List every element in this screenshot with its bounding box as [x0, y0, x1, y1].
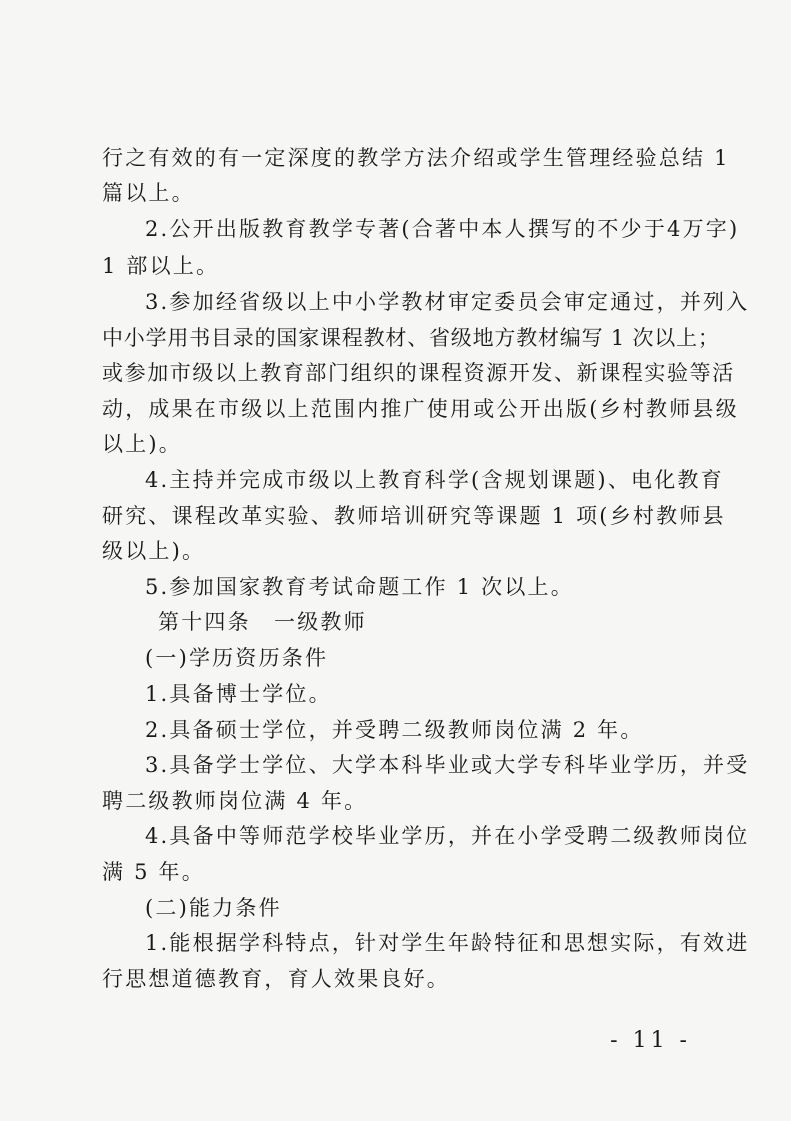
body-line-5: 3.参加经省级以上中小学教材审定委员会审定通过，并列入: [145, 290, 750, 314]
body-line-11: 研究、课程改革实验、教师培训研究等课题 1 项(乡村教师县: [102, 504, 726, 528]
body-line-7: 或参加市级以上教育部门组织的课程资源开发、新课程实验等活: [102, 361, 735, 385]
body-line-18: 3.具备学士学位、大学本科毕业或大学专科毕业学历，并受: [145, 753, 750, 777]
article-heading: 第十四条 一级教师: [158, 610, 367, 634]
body-line-20: 4.具备中等师范学校毕业学历，并在小学受聘二级教师岗位: [145, 824, 750, 848]
body-line-6: 中小学用书目录的国家课程教材、省级地方教材编写 1 次以上；: [102, 326, 720, 350]
section-heading-2: (二)能力条件: [145, 896, 282, 920]
body-line-13: 5.参加国家教育考试命题工作 1 次以上。: [145, 575, 574, 599]
body-line-24: 行思想道德教育，育人效果良好。: [102, 967, 450, 991]
body-line-10: 4.主持并完成市级以上教育科学(含规划课题)、电化教育: [145, 468, 724, 492]
body-line-16: 1.具备博士学位。: [145, 682, 332, 706]
body-line-3: 2.公开出版教育教学专著(合著中本人撰写的不少于4万字): [145, 217, 740, 241]
body-line-19: 聘二级教师岗位满 4 年。: [102, 789, 368, 813]
page-number: - 11 -: [610, 1028, 691, 1053]
body-line-21: 满 5 年。: [102, 860, 205, 884]
body-line-9: 以上)。: [102, 432, 182, 456]
body-line-23: 1.能根据学科特点，针对学生年龄特征和思想实际，有效进: [145, 931, 750, 955]
body-line-4: 1 部以上。: [102, 254, 220, 278]
body-line-8: 动，成果在市级以上范围内推广使用或公开出版(乡村教师县级: [102, 397, 739, 421]
body-line-12: 级以上)。: [102, 539, 206, 563]
section-heading-1: (一)学历资历条件: [145, 646, 329, 670]
body-line-2: 篇以上。: [102, 181, 195, 205]
body-line-1: 行之有效的有一定深度的教学方法介绍或学生管理经验总结 1: [102, 146, 730, 170]
body-line-17: 2.具备硕士学位，并受聘二级教师岗位满 2 年。: [145, 718, 644, 742]
